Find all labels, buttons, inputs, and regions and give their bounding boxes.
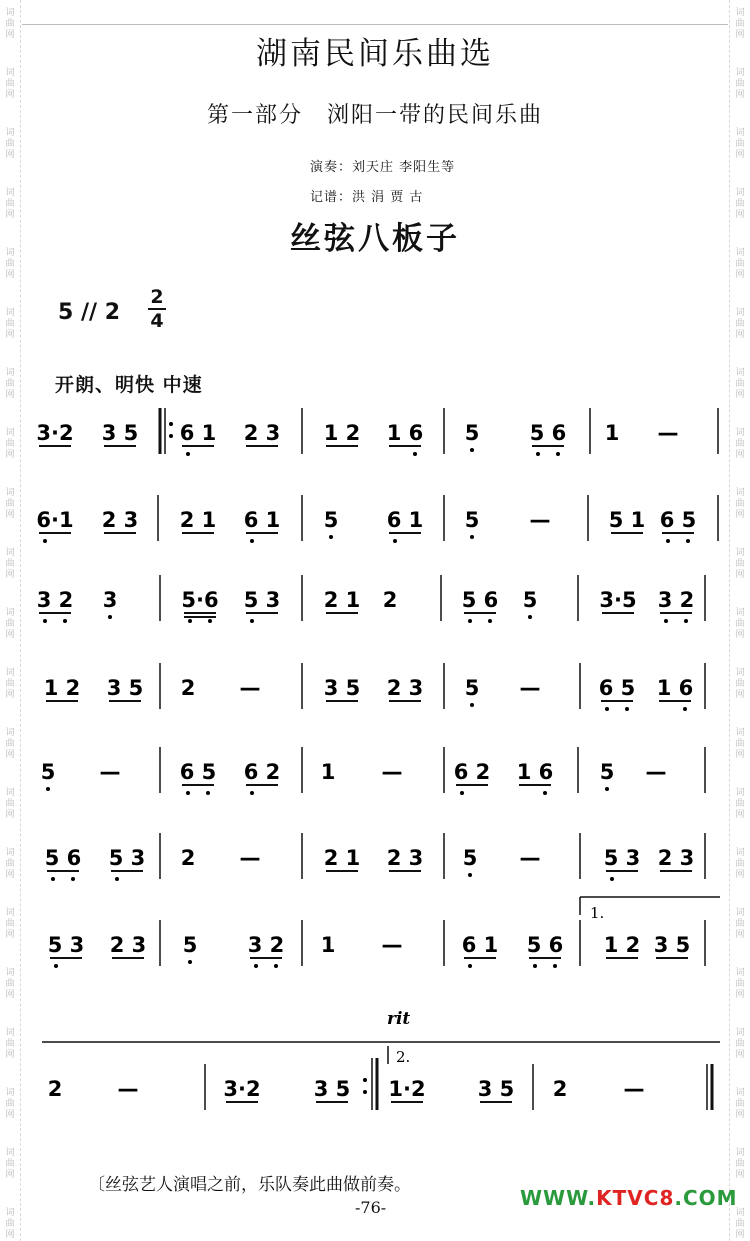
watermark-char: 曲 xyxy=(5,139,15,149)
page-number: -76- xyxy=(355,1198,387,1217)
octave-dot xyxy=(115,877,119,881)
watermark-char: 曲 xyxy=(735,859,745,869)
volta-2-label: 2. xyxy=(396,1048,411,1066)
octave-dot xyxy=(684,619,688,623)
watermark-char: 曲 xyxy=(735,739,745,749)
note-group: 1 xyxy=(604,421,620,445)
watermark-char: 曲 xyxy=(5,859,15,869)
watermark-char: 词 xyxy=(5,908,15,918)
watermark-char: 词 xyxy=(5,848,15,858)
note-group: 3·2 xyxy=(223,1077,261,1101)
note-group: 5 3 xyxy=(47,933,85,957)
watermark-char: 曲 xyxy=(735,559,745,569)
note-group: 3 2 xyxy=(247,933,285,957)
octave-dot xyxy=(470,535,474,539)
watermark-char: 曲 xyxy=(5,919,15,929)
watermark-char: 词 xyxy=(735,308,745,318)
repeat-dot xyxy=(363,1090,367,1094)
watermark-char: 词 xyxy=(5,788,15,798)
note-group: 2 xyxy=(180,676,196,700)
note-group: 3 xyxy=(102,588,118,612)
watermark-char: 词 xyxy=(735,248,745,258)
octave-dot xyxy=(468,619,472,623)
octave-dot xyxy=(108,615,112,619)
octave-dot xyxy=(470,703,474,707)
watermark-char: 网 xyxy=(5,870,15,880)
note-group: 5 xyxy=(464,508,480,532)
note-group: 6 2 xyxy=(243,760,281,784)
octave-dot xyxy=(274,964,278,968)
note-group: — xyxy=(99,760,121,784)
octave-dot xyxy=(553,964,557,968)
watermark-char: 网 xyxy=(735,90,745,100)
watermark-char: 网 xyxy=(5,930,15,940)
octave-dot xyxy=(54,964,58,968)
watermark-char: 词 xyxy=(5,1148,15,1158)
watermark-char: 曲 xyxy=(5,19,15,29)
watermark-char: 曲 xyxy=(5,319,15,329)
note-group: — xyxy=(519,676,541,700)
watermark-char: 网 xyxy=(5,1050,15,1060)
octave-dot xyxy=(393,539,397,543)
watermark-char: 词 xyxy=(5,968,15,978)
watermark-char: 网 xyxy=(5,30,15,40)
watermark-char: 词 xyxy=(5,1028,15,1038)
octave-dot xyxy=(206,791,210,795)
watermark-char: 网 xyxy=(735,150,745,160)
repeat-dot xyxy=(169,422,173,426)
note-group: — xyxy=(519,846,541,870)
note-group: — xyxy=(239,676,261,700)
note-group: 1 2 xyxy=(603,933,641,957)
watermark-char: 曲 xyxy=(5,559,15,569)
octave-dot xyxy=(686,539,690,543)
watermark-char: 词 xyxy=(735,128,745,138)
octave-dot xyxy=(533,964,537,968)
note-group: 6 1 xyxy=(243,508,281,532)
watermark-char: 网 xyxy=(5,90,15,100)
note-group: 2 3 xyxy=(101,508,139,532)
watermark-char: 曲 xyxy=(5,79,15,89)
watermark-char: 网 xyxy=(5,270,15,280)
octave-dot xyxy=(413,452,417,456)
watermark-char: 曲 xyxy=(735,379,745,389)
watermark-char: 词 xyxy=(735,608,745,618)
note-group: 2 1 xyxy=(323,588,361,612)
octave-dot xyxy=(46,787,50,791)
note-group: 2 1 xyxy=(323,846,361,870)
watermark-char: 词 xyxy=(5,308,15,318)
octave-dot xyxy=(556,452,560,456)
tempo-marking: 开朗、明快 中速 xyxy=(55,374,203,396)
note-group: 1 6 xyxy=(516,760,554,784)
note-group: — xyxy=(117,1077,139,1101)
watermark-char: 曲 xyxy=(5,619,15,629)
octave-dot xyxy=(71,877,75,881)
octave-dot xyxy=(186,791,190,795)
octave-dot xyxy=(250,791,254,795)
octave-dot xyxy=(186,452,190,456)
watermark-char: 词 xyxy=(735,188,745,198)
watermark-char: 曲 xyxy=(735,439,745,449)
note-group: 6 5 xyxy=(179,760,217,784)
watermark-char: 词 xyxy=(5,428,15,438)
note-group: 5 xyxy=(462,846,478,870)
watermark-char: 网 xyxy=(5,1110,15,1120)
note-group: 5 xyxy=(323,508,339,532)
watermark-char: 曲 xyxy=(735,619,745,629)
note-group: 2 3 xyxy=(657,846,695,870)
octave-dot xyxy=(63,619,67,623)
logo-suffix: .COM xyxy=(674,1186,738,1210)
watermark-char: 网 xyxy=(5,510,15,520)
note-group: — xyxy=(645,760,667,784)
watermark-char: 曲 xyxy=(735,979,745,989)
watermark-char: 网 xyxy=(735,990,745,1000)
note-group: 5 1 xyxy=(608,508,646,532)
note-group: — xyxy=(529,508,551,532)
watermark-char: 网 xyxy=(735,330,745,340)
watermark-char: 网 xyxy=(5,990,15,1000)
note-group: 3·2 xyxy=(36,421,74,445)
octave-dot xyxy=(43,539,47,543)
note-group: 5 6 xyxy=(529,421,567,445)
note-group: 2 3 xyxy=(243,421,281,445)
watermark-char: 曲 xyxy=(735,319,745,329)
watermark-char: 曲 xyxy=(735,1219,745,1229)
logo-brand: KTVC8 xyxy=(596,1186,675,1210)
octave-dot xyxy=(536,452,540,456)
watermark-char: 曲 xyxy=(5,499,15,509)
watermark-text xyxy=(0,1208,20,1241)
watermark-char: 词 xyxy=(5,128,15,138)
watermark-char: 曲 xyxy=(5,799,15,809)
watermark-char: 网 xyxy=(735,210,745,220)
watermark-char: 曲 xyxy=(5,439,15,449)
watermark-char: 网 xyxy=(735,750,745,760)
octave-dot xyxy=(250,619,254,623)
watermark-char: 网 xyxy=(5,210,15,220)
note-group: 3 5 xyxy=(323,676,361,700)
watermark-char: 曲 xyxy=(735,799,745,809)
note-group: 1·2 xyxy=(388,1077,426,1101)
note-group: 2 xyxy=(382,588,398,612)
octave-dot xyxy=(543,791,547,795)
note-group: 3 2 xyxy=(657,588,695,612)
key-signature: 5 // 2 xyxy=(58,300,121,325)
octave-dot xyxy=(666,539,670,543)
octave-dot xyxy=(625,707,629,711)
watermark-char: 词 xyxy=(5,728,15,738)
note-group: 1 6 xyxy=(386,421,424,445)
watermark-char: 曲 xyxy=(5,379,15,389)
watermark-char: 网 xyxy=(5,630,15,640)
note-group: 2 3 xyxy=(109,933,147,957)
watermark-char: 曲 xyxy=(735,919,745,929)
note-group: 6 5 xyxy=(659,508,697,532)
watermark-char: 词 xyxy=(735,1028,745,1038)
watermark-char: 词 xyxy=(5,188,15,198)
repeat-dot xyxy=(169,434,173,438)
note-group: 2 3 xyxy=(386,846,424,870)
watermark-char: 词 xyxy=(735,848,745,858)
watermark-char: 网 xyxy=(5,1170,15,1180)
watermark-char: 网 xyxy=(735,930,745,940)
watermark-char: 曲 xyxy=(735,1039,745,1049)
note-group: 5 3 xyxy=(108,846,146,870)
watermark-char: 曲 xyxy=(735,499,745,509)
note-group: 2 xyxy=(552,1077,568,1101)
watermark-char: 网 xyxy=(735,30,745,40)
note-group: 3 5 xyxy=(653,933,691,957)
watermark-char: 网 xyxy=(735,1170,745,1180)
note-group: 6 1 xyxy=(386,508,424,532)
watermark-char: 词 xyxy=(735,8,745,18)
note-group: 5 xyxy=(182,933,198,957)
watermark-char: 曲 xyxy=(735,199,745,209)
watermark-char: 网 xyxy=(735,450,745,460)
note-group: — xyxy=(381,933,403,957)
note-group: 6 1 xyxy=(179,421,217,445)
watermark-char: 网 xyxy=(5,450,15,460)
watermark-char: 网 xyxy=(735,870,745,880)
octave-dot xyxy=(470,448,474,452)
watermark-text xyxy=(730,1208,750,1241)
watermark-char: 网 xyxy=(735,810,745,820)
watermark-char: 词 xyxy=(735,1088,745,1098)
logo-prefix: WWW. xyxy=(520,1186,597,1210)
octave-dot xyxy=(664,619,668,623)
watermark-char: 网 xyxy=(5,570,15,580)
note-group: 5 xyxy=(522,588,538,612)
watermark-char: 词 xyxy=(5,8,15,18)
note-group: 5 xyxy=(464,421,480,445)
time-signature-bottom: 4 xyxy=(150,310,164,332)
watermark-char: 词 xyxy=(735,968,745,978)
watermark-char: 词 xyxy=(735,68,745,78)
watermark-char: 网 xyxy=(735,570,745,580)
note-group: 3 5 xyxy=(477,1077,515,1101)
note-group: 3·5 xyxy=(599,588,637,612)
watermark-char: 曲 xyxy=(5,1219,15,1229)
watermark-char: 网 xyxy=(735,1050,745,1060)
note-group: 2 xyxy=(180,846,196,870)
note-group: 3 2 xyxy=(36,588,74,612)
note-group: 5·6 xyxy=(181,588,219,612)
note-group: 3 5 xyxy=(313,1077,351,1101)
note-group: — xyxy=(623,1077,645,1101)
note-group: 6 5 xyxy=(598,676,636,700)
note-group: 5 3 xyxy=(243,588,281,612)
watermark-char: 词 xyxy=(5,488,15,498)
watermark-char: 网 xyxy=(5,750,15,760)
book-title: 湖南民间乐曲选 xyxy=(256,36,494,72)
performers-credit: 演奏：刘天庄 李阳生等 xyxy=(310,160,456,175)
note-group: — xyxy=(239,846,261,870)
piece-title: 丝弦八板子 xyxy=(290,221,460,257)
note-group: — xyxy=(381,760,403,784)
watermark-char: 网 xyxy=(735,630,745,640)
watermark-char: 词 xyxy=(735,1208,745,1218)
watermark-char: 曲 xyxy=(735,79,745,89)
note-group: 2 3 xyxy=(386,676,424,700)
watermark-char: 曲 xyxy=(5,1099,15,1109)
note-group: 1 xyxy=(320,760,336,784)
watermark-char: 曲 xyxy=(5,259,15,269)
note-group: 5 6 xyxy=(461,588,499,612)
watermark-char: 网 xyxy=(5,810,15,820)
watermark-char: 网 xyxy=(5,330,15,340)
repeat-dot xyxy=(363,1078,367,1082)
watermark-char: 曲 xyxy=(5,739,15,749)
footnote: 〔丝弦艺人演唱之前，乐队奏此曲做前奏。 xyxy=(88,1175,411,1195)
watermark-char: 曲 xyxy=(5,1159,15,1169)
note-group: 6·1 xyxy=(36,508,74,532)
note-group: 5 xyxy=(599,760,615,784)
note-group: 1 xyxy=(320,933,336,957)
watermark-char: 曲 xyxy=(735,1159,745,1169)
watermark-char: 网 xyxy=(735,1110,745,1120)
watermark-char: 网 xyxy=(5,150,15,160)
watermark-char: 词 xyxy=(735,488,745,498)
note-group: 1 6 xyxy=(656,676,694,700)
note-group: 3 5 xyxy=(101,421,139,445)
octave-dot xyxy=(250,539,254,543)
watermark-char: 曲 xyxy=(735,139,745,149)
octave-dot xyxy=(683,707,687,711)
watermark-char: 词 xyxy=(5,1208,15,1218)
octave-dot xyxy=(329,535,333,539)
transcriber-credit: 记谱：洪 涓 贾 古 xyxy=(310,190,424,205)
note-group: 1 2 xyxy=(43,676,81,700)
watermark-char: 网 xyxy=(5,390,15,400)
watermark-char: 词 xyxy=(735,1148,745,1158)
watermark-char: 词 xyxy=(5,248,15,258)
note-group: 5 xyxy=(40,760,56,784)
watermark-char: 词 xyxy=(5,608,15,618)
watermark-char: 词 xyxy=(735,668,745,678)
octave-dot xyxy=(610,877,614,881)
note-group: 5 3 xyxy=(603,846,641,870)
octave-dot xyxy=(188,960,192,964)
watermark-char: 网 xyxy=(735,270,745,280)
watermark-char: 词 xyxy=(735,548,745,558)
watermark-char: 词 xyxy=(5,68,15,78)
octave-dot xyxy=(468,964,472,968)
volta-1-label: 1. xyxy=(590,904,605,922)
watermark-char: 词 xyxy=(735,728,745,738)
octave-dot xyxy=(43,619,47,623)
octave-dot xyxy=(488,619,492,623)
watermark-char: 词 xyxy=(5,1088,15,1098)
note-group: 5 xyxy=(464,676,480,700)
octave-dot xyxy=(605,707,609,711)
note-group: 6 2 xyxy=(453,760,491,784)
watermark-char: 网 xyxy=(735,1230,745,1240)
rit-marking: rit xyxy=(387,1009,411,1029)
watermark-char: 曲 xyxy=(5,1039,15,1049)
watermark-char: 网 xyxy=(735,690,745,700)
note-group: 6 1 xyxy=(461,933,499,957)
watermark-char: 词 xyxy=(5,368,15,378)
watermark-char: 词 xyxy=(735,788,745,798)
note-group: 5 6 xyxy=(526,933,564,957)
site-logo xyxy=(520,1186,738,1210)
octave-dot xyxy=(460,791,464,795)
note-group: 5 6 xyxy=(44,846,82,870)
watermark-char: 曲 xyxy=(735,19,745,29)
section-subtitle: 第一部分 浏阳一带的民间乐曲 xyxy=(206,103,543,128)
watermark-char: 词 xyxy=(5,668,15,678)
watermark-char: 词 xyxy=(735,908,745,918)
time-signature-top: 2 xyxy=(150,286,164,308)
watermark-char: 词 xyxy=(735,428,745,438)
octave-dot xyxy=(468,873,472,877)
watermark-char: 曲 xyxy=(5,199,15,209)
octave-dot xyxy=(605,787,609,791)
watermark-char: 词 xyxy=(5,548,15,558)
watermark-char: 曲 xyxy=(5,679,15,689)
octave-dot xyxy=(188,619,192,623)
watermark-char: 曲 xyxy=(735,1099,745,1109)
octave-dot xyxy=(208,619,212,623)
watermark-char: 网 xyxy=(5,1230,15,1240)
note-group: 1 2 xyxy=(323,421,361,445)
watermark-char: 网 xyxy=(735,510,745,520)
note-group: 3 5 xyxy=(106,676,144,700)
octave-dot xyxy=(528,615,532,619)
note-group: 2 xyxy=(47,1077,63,1101)
octave-dot xyxy=(51,877,55,881)
watermark-char: 词 xyxy=(735,368,745,378)
watermark-char: 网 xyxy=(5,690,15,700)
note-group: — xyxy=(657,421,679,445)
watermark-char: 曲 xyxy=(735,679,745,689)
watermark-char: 曲 xyxy=(5,979,15,989)
octave-dot xyxy=(254,964,258,968)
note-group: 2 1 xyxy=(179,508,217,532)
watermark-char: 曲 xyxy=(735,259,745,269)
watermark-char: 网 xyxy=(735,390,745,400)
